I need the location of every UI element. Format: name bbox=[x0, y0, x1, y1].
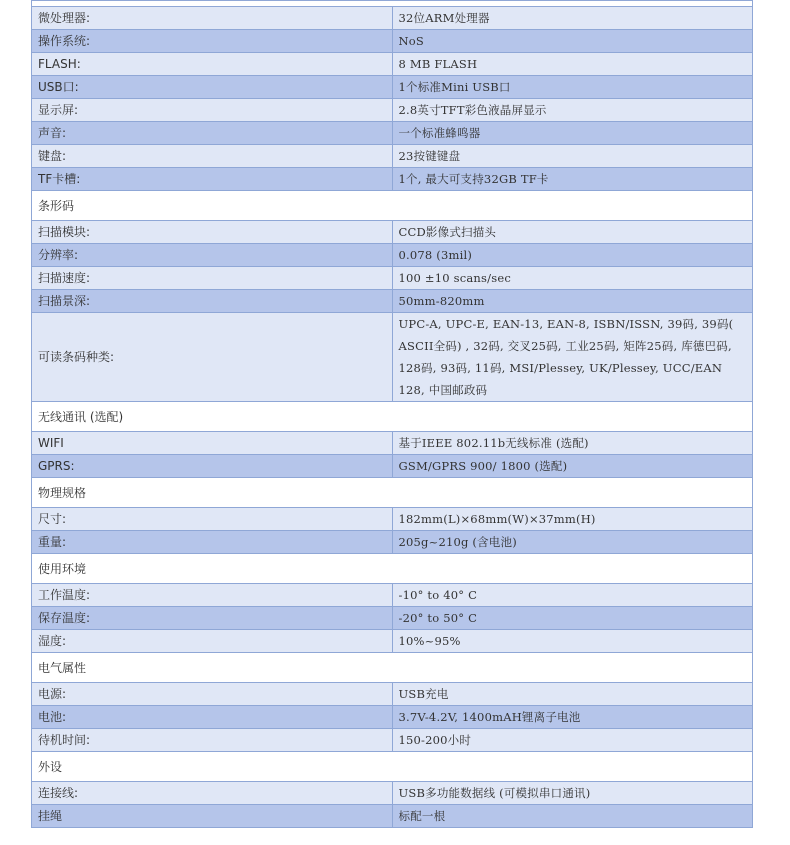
spec-label: 尺寸: bbox=[32, 508, 393, 531]
spec-value: 1个, 最大可支持32GB TF卡 bbox=[392, 168, 753, 191]
spec-value: 50mm-820mm bbox=[392, 290, 753, 313]
spec-label: 重量: bbox=[32, 531, 393, 554]
spec-row bbox=[32, 313, 753, 402]
spec-value: 0.078 (3mil) bbox=[392, 244, 753, 267]
spec-label: 操作系统: bbox=[32, 30, 393, 53]
spec-label: 扫描模块: bbox=[32, 221, 393, 244]
spec-row bbox=[32, 607, 753, 630]
section-title: 条形码 bbox=[32, 191, 753, 221]
spec-value: 1个标准Mini USB口 bbox=[392, 76, 753, 99]
spec-row bbox=[32, 630, 753, 653]
spec-label: 声音: bbox=[32, 122, 393, 145]
spec-label: 湿度: bbox=[32, 630, 393, 653]
spec-value: 100 ±10 scans/sec bbox=[392, 267, 753, 290]
spec-value: 32位ARM处理器 bbox=[392, 7, 753, 30]
spec-label: GPRS: bbox=[32, 455, 393, 478]
spec-value: 10%~95% bbox=[392, 630, 753, 653]
spec-row bbox=[32, 508, 753, 531]
spec-value: 一个标准蜂鸣器 bbox=[392, 122, 753, 145]
spec-value: GSM/GPRS 900/ 1800 (选配) bbox=[392, 455, 753, 478]
spec-table-body bbox=[32, 1, 753, 828]
spec-value: -10° to 40° C bbox=[392, 584, 753, 607]
spec-label: 扫描景深: bbox=[32, 290, 393, 313]
spec-row bbox=[32, 244, 753, 267]
spec-label: FLASH: bbox=[32, 53, 393, 76]
spec-row bbox=[32, 30, 753, 53]
spec-row bbox=[32, 145, 753, 168]
spec-label: 待机时间: bbox=[32, 729, 393, 752]
spec-label: 连接线: bbox=[32, 782, 393, 805]
spec-label: 工作温度: bbox=[32, 584, 393, 607]
spec-value: 2.8英寸TFT彩色液晶屏显示 bbox=[392, 99, 753, 122]
section-title: 电气属性 bbox=[32, 653, 753, 683]
spec-row bbox=[32, 683, 753, 706]
section-title: 物理规格 bbox=[32, 478, 753, 508]
spec-label: 电源: bbox=[32, 683, 393, 706]
spec-row bbox=[32, 531, 753, 554]
spec-value: 基于IEEE 802.11b无线标准 (选配) bbox=[392, 432, 753, 455]
section-title: 使用环境 bbox=[32, 554, 753, 584]
spec-label: WIFI bbox=[32, 432, 393, 455]
spec-value: 8 MB FLASH bbox=[392, 53, 753, 76]
spec-value: -20° to 50° C bbox=[392, 607, 753, 630]
spec-row bbox=[32, 267, 753, 290]
spec-row bbox=[32, 455, 753, 478]
spec-label: 可读条码种类: bbox=[32, 313, 393, 402]
spec-row bbox=[32, 805, 753, 828]
section-header-row bbox=[32, 653, 753, 683]
spec-label: 保存温度: bbox=[32, 607, 393, 630]
spec-label: 挂绳 bbox=[32, 805, 393, 828]
spec-value: 205g~210g (含电池) bbox=[392, 531, 753, 554]
spec-row bbox=[32, 782, 753, 805]
spec-value: 3.7V-4.2V, 1400mAH锂离子电池 bbox=[392, 706, 753, 729]
spec-label: 键盘: bbox=[32, 145, 393, 168]
spec-value: USB多功能数据线 (可模拟串口通讯) bbox=[392, 782, 753, 805]
spec-row bbox=[32, 584, 753, 607]
spec-row bbox=[32, 7, 753, 30]
spec-table bbox=[31, 0, 753, 828]
section-header-row bbox=[32, 752, 753, 782]
spec-row bbox=[32, 432, 753, 455]
spec-value: 标配一根 bbox=[392, 805, 753, 828]
spec-row bbox=[32, 122, 753, 145]
spec-label: 显示屏: bbox=[32, 99, 393, 122]
spec-value: CCD影像式扫描头 bbox=[392, 221, 753, 244]
spec-row bbox=[32, 290, 753, 313]
spec-value: NoS bbox=[392, 30, 753, 53]
spec-row bbox=[32, 706, 753, 729]
spec-row bbox=[32, 99, 753, 122]
section-header-row bbox=[32, 554, 753, 584]
spec-row bbox=[32, 221, 753, 244]
section-header-row bbox=[32, 191, 753, 221]
spec-row bbox=[32, 53, 753, 76]
spec-value: UPC-A, UPC-E, EAN-13, EAN-8, ISBN/ISSN, 39码, 39码( ASCII全码) , 32码, 交叉25码, 工业25码, 矩阵25码, 库德巴码, 128码, 93码, 11码, MSI/Plessey, UK/Plessey, UCC/EAN 128, 中国邮政码 bbox=[392, 313, 753, 402]
section-header-row bbox=[32, 402, 753, 432]
spec-label: USB口: bbox=[32, 76, 393, 99]
spec-label: 微处理器: bbox=[32, 7, 393, 30]
spec-value: 182mm(L)×68mm(W)×37mm(H) bbox=[392, 508, 753, 531]
section-title: 外设 bbox=[32, 752, 753, 782]
spec-label: 电池: bbox=[32, 706, 393, 729]
spec-row bbox=[32, 168, 753, 191]
section-title: 无线通讯 (选配) bbox=[32, 402, 753, 432]
spec-row bbox=[32, 729, 753, 752]
section-header-row bbox=[32, 478, 753, 508]
spec-label: TF卡槽: bbox=[32, 168, 393, 191]
spec-row bbox=[32, 76, 753, 99]
spec-label: 分辨率: bbox=[32, 244, 393, 267]
spec-value: 23按键键盘 bbox=[392, 145, 753, 168]
spec-label: 扫描速度: bbox=[32, 267, 393, 290]
spec-value: USB充电 bbox=[392, 683, 753, 706]
spec-value: 150-200小时 bbox=[392, 729, 753, 752]
